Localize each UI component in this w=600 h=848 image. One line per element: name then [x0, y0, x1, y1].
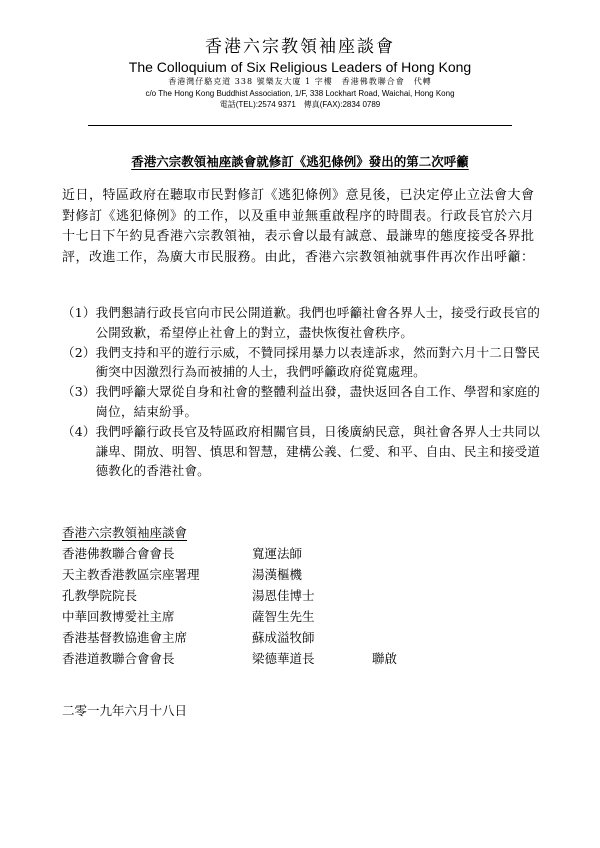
intro-paragraph: 近日，特區政府在聽取市民對修訂《逃犯條例》意見後，已決定停止立法會大會對修訂《逃犯條例》的工作，以及重申並無重啟程序的時間表。行政長官於六月十七日下午約見香港六宗教領袖，表示會以最有誠意、最謙卑的態度接受各界批評，改進工作，為廣大市民服務。由此，香港六宗教領袖就事件再次作出呼籲：	[62, 188, 535, 265]
signatory-row	[62, 585, 482, 606]
signatory-name: 蘇成溢牧師	[252, 630, 315, 645]
signatory-name: 湯漢樞機	[252, 567, 303, 582]
signatory-block	[62, 522, 482, 669]
document-title: 香港六宗教領袖座談會就修訂《逃犯條例》發出的第二次呼籲	[131, 154, 469, 169]
appeal-item	[62, 343, 546, 383]
joint-signoff: 聯啟	[372, 651, 398, 666]
appeal-text: 我們呼籲大眾從自身和社會的整體利益出發，盡快返回各自工作、學習和家庭的崗位，結束紛爭。	[95, 384, 541, 419]
contact-line: 電話(TEL):2574 9371 傳真(FAX):2834 0789	[219, 100, 381, 109]
signatory-row	[62, 543, 482, 564]
org-name-zh: 香港六宗教領袖座談會	[205, 37, 395, 57]
appeal-number: （1）	[62, 305, 96, 320]
letterhead-divider	[88, 125, 512, 126]
signatory-heading: 香港六宗教領袖座談會	[62, 525, 188, 540]
signatory-name: 梁德華道長	[252, 651, 315, 666]
appeal-text: 我們懇請行政長官向市民公開道歉。我們也呼籲社會各界人士，接受行政長官的公開致歉，希望停止社會上的對立，盡快恢復社會秩序。	[95, 305, 541, 340]
signatory-row	[62, 648, 482, 669]
signatory-title: 孔教學院院長	[62, 588, 138, 603]
appeal-list	[62, 303, 546, 481]
signatory-name: 寬運法師	[252, 546, 303, 561]
signatory-title: 天主教香港教區宗座署理	[62, 567, 200, 582]
signatory-title: 香港道教聯合會會長	[62, 651, 175, 666]
address-zh: 香港灣仔駱克道 338 號樂友大廈 1 字樓 香港佛教聯合會 代轉	[168, 77, 432, 86]
appeal-text: 我們呼籲行政長官及特區政府相關官員，日後廣納民意，與社會各界人士共同以謙卑、開放、明智、慎思和智慧，建構公義、仁愛、和平、自由、民主和接受道德教化的香港社會。	[95, 423, 541, 479]
document-date: 二零一九年六月十八日	[62, 703, 188, 718]
org-name-en: The Colloquium of Six Religious Leaders of Hong Kong	[128, 59, 472, 75]
address-en: c/o The Hong Kong Buddhist Association, 1/F, 338 Lockhart Road, Waichai, Hong Kong	[145, 89, 455, 98]
appeal-number: （2）	[62, 344, 96, 360]
letterhead	[0, 36, 600, 110]
signatory-title: 香港基督教協進會主席	[62, 630, 188, 645]
appeal-number: （4）	[62, 423, 96, 439]
appeal-item	[62, 382, 546, 422]
appeal-item	[62, 303, 546, 343]
signatory-title: 中華回教博愛社主席	[62, 609, 175, 624]
appeal-number: （3）	[62, 384, 96, 400]
signatory-name: 薩智生先生	[252, 609, 315, 624]
appeal-text: 我們支持和平的遊行示威，不贊同採用暴力以表達訴求，然而對六月十二日警民衝突中因激烈行為而被捕的人士，我們呼籲政府從寬處理。	[95, 344, 541, 380]
signatory-row	[62, 627, 482, 648]
appeal-item	[62, 422, 546, 481]
signatory-name: 湯恩佳博士	[252, 588, 315, 603]
signatory-row	[62, 564, 482, 585]
signatory-row	[62, 606, 482, 627]
signatory-title: 香港佛教聯合會會長	[62, 546, 175, 561]
